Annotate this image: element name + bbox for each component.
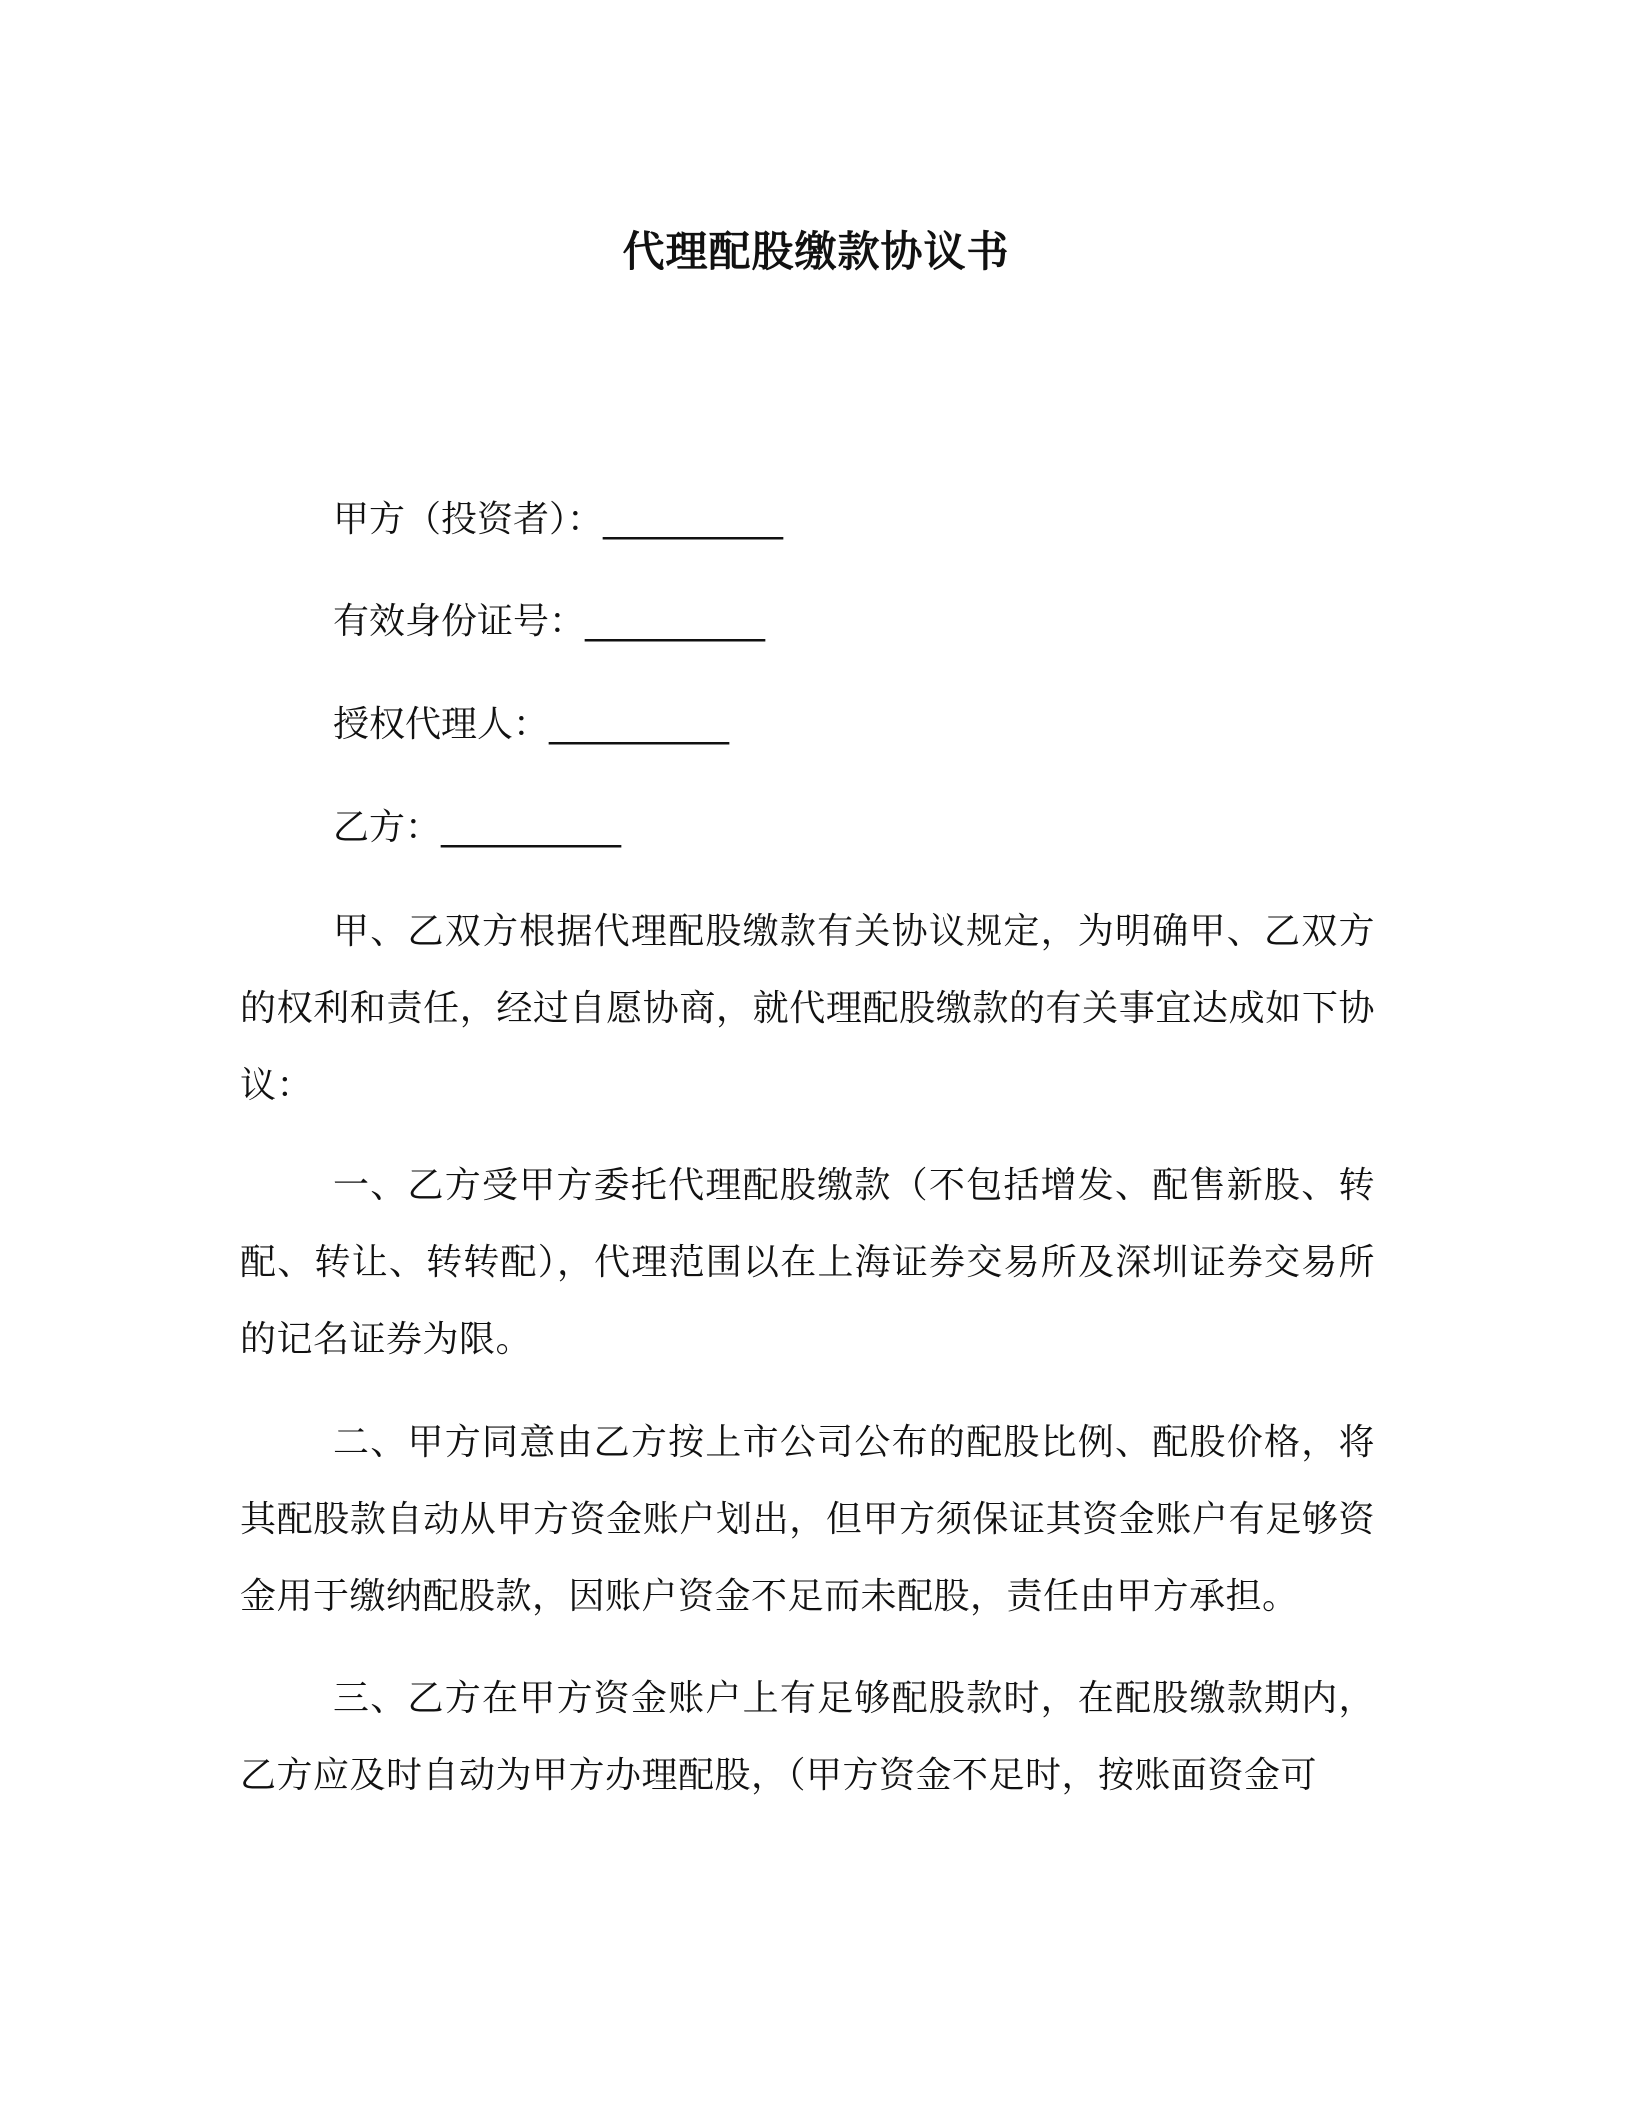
- clause-1-paragraph: 一、乙方受甲方委托代理配股缴款（不包括增发、配售新股、转配、转让、转转配），代理范围以在上海证券交易所及深圳证券交易所的记名证券为限。: [240, 1165, 1375, 1360]
- document-title: 代理配股缴款协议书: [622, 227, 1010, 276]
- preamble-paragraph: 甲、乙双方根据代理配股缴款有关协议规定，为明确甲、乙双方的权利和责任，经过自愿协商，就代理配股缴款的有关事宜达成如下协议：: [240, 911, 1375, 1106]
- party-b-field: 乙方：__________: [333, 807, 622, 848]
- clause-2-paragraph: 二、甲方同意由乙方按上市公司公布的配股比例、配股价格，将其配股款自动从甲方资金账户划出，但甲方须保证其资金账户有足够资金用于缴纳配股款，因账户资金不足而未配股，责任由甲方承担。: [240, 1422, 1375, 1617]
- party-a-field: 甲方（投资者）：__________: [333, 499, 784, 540]
- clause-3-paragraph: 三、乙方在甲方资金账户上有足够配股款时，在配股缴款期内，乙方应及时自动为甲方办理配股，（甲方资金不足时，按账面资金可: [240, 1678, 1375, 1796]
- id-number-field: 有效身份证号：__________: [333, 601, 766, 642]
- authorized-agent-field: 授权代理人：__________: [333, 704, 730, 745]
